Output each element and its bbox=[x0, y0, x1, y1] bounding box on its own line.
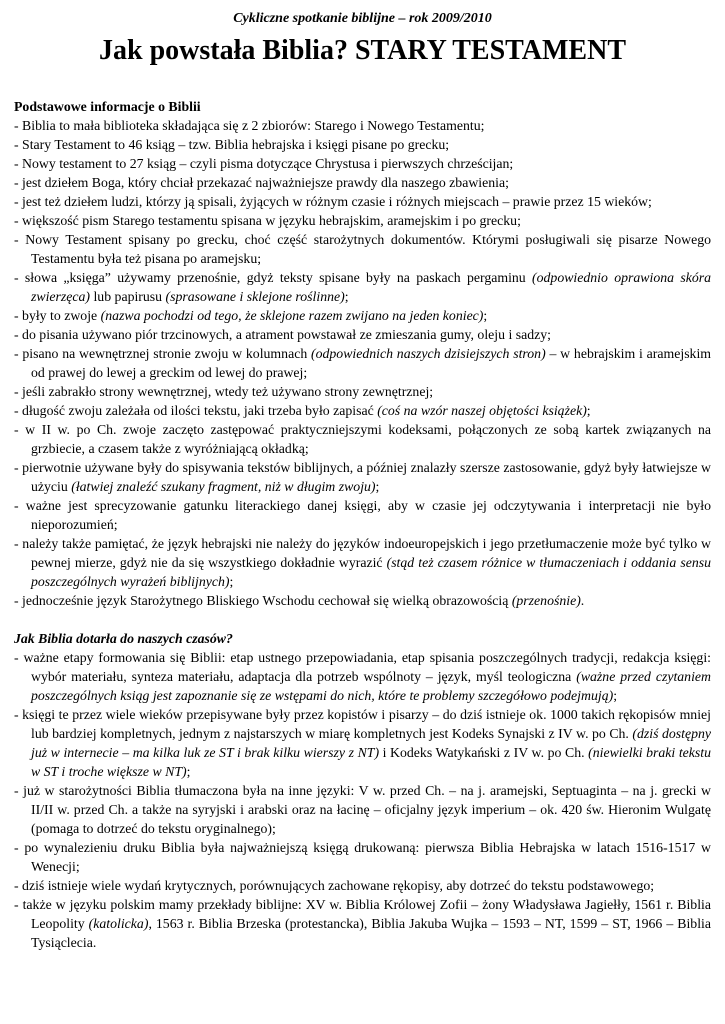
list-item-text: - w II w. po Ch. zwoje zaczęto zastępować praktyczniejszymi kodeksami, połączonych ze sobą kartek związanych na grzbiecie, a czasem także z wyróżniającą okładką; bbox=[14, 422, 711, 456]
list-item-text-italic: (stąd też czasem różnice w tłumaczeniach i oddania sensu poszczególnych wyrażeń biblijnych) bbox=[31, 555, 712, 589]
list-item-text-italic: (łatwiej znaleźć szukany fragment, niż w długim zwoju) bbox=[71, 479, 376, 494]
list-item-text-italic: (odpowiednio oprawiona skóra zwierzęca) bbox=[31, 270, 711, 304]
list-item-text-italic: (katolicka) bbox=[88, 916, 149, 931]
list-item bbox=[14, 382, 711, 401]
list-item bbox=[14, 591, 711, 610]
list-item bbox=[14, 401, 711, 420]
list-item-text: - dziś istnieje wiele wydań krytycznych, porównujących zachowane rękopisy, aby dotrzeć do tekstu podstawowego; bbox=[14, 878, 655, 893]
section-heading: Podstawowe informacje o Biblii bbox=[14, 99, 201, 114]
list-item bbox=[14, 135, 711, 154]
list-item-text: - pisano na wewnętrznej stronie zwoju w kolumnach bbox=[14, 346, 312, 361]
list-item-text: - ważne jest sprecyzowanie gatunku literackiego danej księgi, aby w czasie jej odczytywania i interpretacji nie było nieporozumień; bbox=[14, 498, 711, 532]
list-item-text: - po wynalezieniu druku Biblia była najważniejszą księgą drukowaną: pierwsza Biblia Hebrajska w latach 1516-1517 w Wenecji; bbox=[14, 840, 711, 874]
list-item-text: ; bbox=[344, 289, 349, 304]
list-item-text: - jest też dziełem ludzi, którzy ją spisali, żyjących w różnym czasie i różnych miejscach – prawie przez 15 wieków; bbox=[14, 194, 652, 209]
list-item bbox=[14, 306, 711, 325]
list-item-text: ; bbox=[186, 764, 191, 779]
document-body bbox=[14, 97, 711, 952]
list-item-text: - jednocześnie język Starożytnego Bliskiego Wschodu cechował się wielką obrazowością bbox=[14, 593, 512, 608]
list-item bbox=[14, 154, 711, 173]
list-item-text-italic: (dziś dostępny już w internecie – ma kilka luk ze ST i brak kilku wierszy z NT) bbox=[31, 726, 712, 760]
list-item-text-italic: (niewielki braki tekstu w ST i troche większe w NT) bbox=[31, 745, 711, 779]
list-item-text: - Stary Testament to 46 ksiąg – tzw. Biblia hebrajska i księgi pisane po grecku; bbox=[14, 137, 450, 152]
list-item bbox=[14, 458, 711, 496]
list-item-text: - były to zwoje bbox=[14, 308, 101, 323]
list-item-text: - jeśli zabrakło strony wewnętrznej, wtedy też używano strony zewnętrznej; bbox=[14, 384, 434, 399]
list-item-text: . bbox=[580, 593, 585, 608]
document-subtitle: Cykliczne spotkanie biblijne – rok 2009/2010 bbox=[233, 11, 492, 26]
list-item-text: - większość pism Starego testamentu spisana w języku hebrajskim, aramejskim i po grecku; bbox=[14, 213, 521, 228]
list-item bbox=[14, 192, 711, 211]
list-item-text: , 1563 r. Biblia Brzeska (protestancka), Biblia Jakuba Wujka – 1593 – NT, 1599 – ST, 1966 – Biblia Tysiąclecia. bbox=[31, 916, 711, 950]
list-item bbox=[14, 230, 711, 268]
list-item-text: - pierwotnie używane były do spisywania tekstów biblijnych, a później znalazły szersze zastosowanie, gdyż były łatwiejsze w użyciu bbox=[14, 460, 711, 494]
list-item bbox=[14, 173, 711, 192]
list-item bbox=[14, 325, 711, 344]
list-item bbox=[14, 268, 711, 306]
list-item bbox=[14, 211, 711, 230]
list-item-text: - ważne etapy formowania się Biblii: etap ustnego przepowiadania, etap spisania poszczególnych tradycji, redakcja księgi: wybór materiału, synteza materiału, adaptacja dla potrzeb wspólnoty – język, myśl teologiczna bbox=[14, 650, 711, 684]
list-item-text-italic: (nazwa pochodzi od tego, że sklejone razem zwijano na jeden koniec) bbox=[100, 308, 484, 323]
page-title: Jak powstała Biblia? STARY TESTAMENT bbox=[99, 35, 626, 66]
list-item bbox=[14, 534, 711, 591]
list-item-text: ; bbox=[375, 479, 380, 494]
list-item-text-italic: (ważne przed czytaniem poszczególnych ksiąg jest zapoznanie się ze wstępami do nich, które te problemy szczegółowo podejmują) bbox=[31, 669, 711, 703]
list-item-text: ; bbox=[229, 574, 234, 589]
list-item-text: - Nowy testament to 27 ksiąg – czyli pisma dotyczące Chrystusa i pierwszych chrześcijan; bbox=[14, 156, 514, 171]
list-item-text: lub papirusu bbox=[90, 289, 166, 304]
list-item-text: ; bbox=[586, 403, 591, 418]
list-item-text: – w hebrajskim i aramejskim od prawej do lewej a greckim od lewej do prawej; bbox=[31, 346, 712, 380]
list-item-text: - Biblia to mała biblioteka składająca się z 2 zbiorów: Starego i Nowego Testamentu; bbox=[14, 118, 485, 133]
document-section bbox=[14, 629, 711, 952]
list-item-text: ; bbox=[613, 688, 618, 703]
list-item bbox=[14, 420, 711, 458]
list-item-text: - długość zwoju zależała od ilości tekstu, jaki trzeba było zapisać bbox=[14, 403, 378, 418]
list-item-text-italic: (przenośnie) bbox=[511, 593, 581, 608]
list-item-text: - księgi te przez wiele wieków przepisywane były przez kopistów i pisarzy – do dziś istnieje ok. 1000 takich rękopisów mniej lub bardziej kompletnych, jednym z najstarszych w miarę kompletnych jest Kodeks Synajski z IV w. po Ch. bbox=[14, 707, 711, 741]
list-item bbox=[14, 781, 711, 838]
list-item bbox=[14, 838, 711, 876]
list-item bbox=[14, 116, 711, 135]
list-item-text-italic: (coś na wzór naszej objętości książek) bbox=[377, 403, 587, 418]
list-item bbox=[14, 705, 711, 781]
list-item bbox=[14, 895, 711, 952]
document-section bbox=[14, 97, 711, 610]
list-item bbox=[14, 496, 711, 534]
list-item-text: - należy także pamiętać, że język hebrajski nie należy do języków indoeuropejskich i jego przetłumaczenie może być tylko w pewnej mierze, gdyż nie da się wszystkiego dokładnie wyrazić bbox=[14, 536, 711, 570]
list-item bbox=[14, 876, 711, 895]
list-item-text: - do pisania używano piór trzcinowych, a atrament powstawał ze zmieszania gumy, oleju i sadzy; bbox=[14, 327, 552, 342]
list-item-text-italic: (sprasowane i sklejone roślinne) bbox=[165, 289, 345, 304]
list-item-text: - Nowy Testament spisany po grecku, choć część starożytnych dokumentów. Którymi posługiwali się pisarze Nowego Testamentu była też pisana po aramejsku; bbox=[14, 232, 711, 266]
list-item bbox=[14, 648, 711, 705]
list-item bbox=[14, 344, 711, 382]
list-item-text: - słowa „księga” używamy przenośnie, gdyż teksty spisane były na paskach pergaminu bbox=[14, 270, 533, 285]
list-item-text: i Kodeks Watykański z IV w. po Ch. bbox=[379, 745, 589, 760]
list-item-text: ; bbox=[483, 308, 488, 323]
list-item-text: - już w starożytności Biblia tłumaczona była na inne języki: V w. przed Ch. – na j. aramejski, Septuaginta – na j. grecki w II/II w. przed Ch. a także na syryjski i arabski oraz na łacinę – oficjalny język imperium – ok. 420 św. Hieronim Wulgatę (pomaga to dotrzeć do tekstu oryginalnego); bbox=[14, 783, 711, 836]
section-heading: Jak Biblia dotarła do naszych czasów? bbox=[14, 631, 233, 646]
list-item-text-italic: (odpowiednich naszych dzisiejszych stron) bbox=[311, 346, 546, 361]
list-item-text: - jest dziełem Boga, który chciał przekazać najważniejsze prawdy dla naszego zbawienia; bbox=[14, 175, 509, 190]
list-item-text: - także w języku polskim mamy przekłady biblijne: XV w. Biblia Królowej Zofii – żony Władysława Jagiełły, 1561 r. Biblia Leopolity bbox=[14, 897, 711, 931]
